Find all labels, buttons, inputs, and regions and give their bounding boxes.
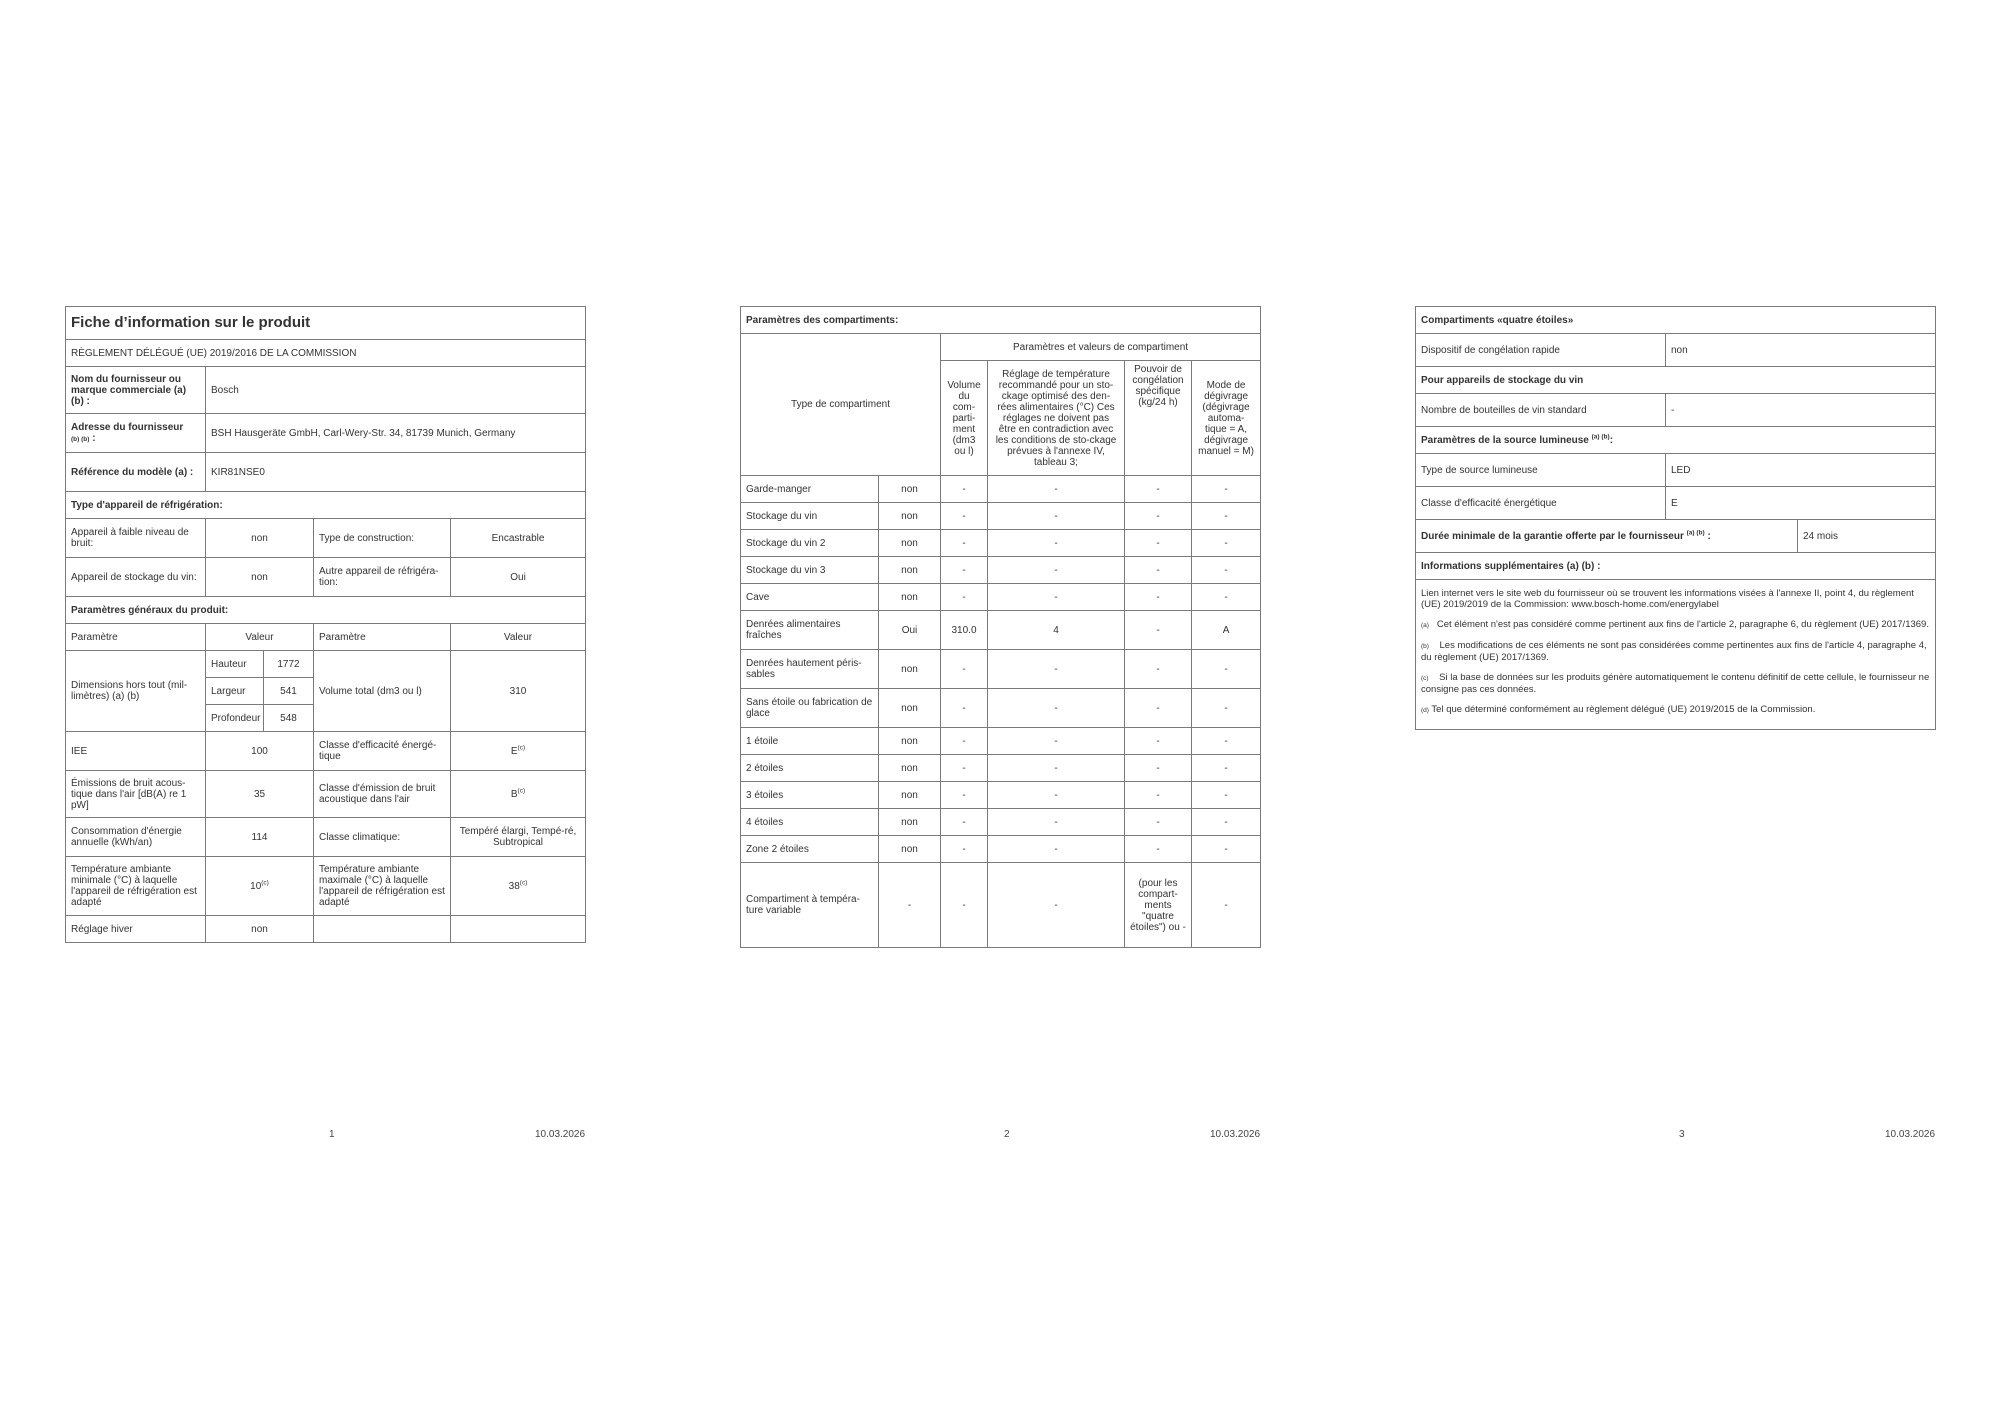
- compartment-name: Stockage du vin: [741, 503, 879, 530]
- note-c-marker: (c): [1421, 675, 1429, 682]
- note-c-text: Si la base de données sur les produits génère automatiquement le contenu définitif de cette cellule, le fournisseur ne consigne pas ces données.: [1421, 672, 1930, 695]
- note-b-text: Les modifications de ces éléments ne sont pas considérées comme pertinentes aux fins de l'article 4, paragraphe 4, du règlement (UE) 2017/1369.: [1421, 640, 1927, 663]
- note-a-text: Cet élément n'est pas considéré comme pertinent aux fins de l'article 2, paragraphe 6, du règlement (UE) 2017/1369.: [1436, 619, 1929, 630]
- compartments-heading: Paramètres des compartiments:: [741, 307, 1261, 334]
- additional-info-table: [1415, 306, 1936, 730]
- consumption-value: 114: [206, 818, 314, 857]
- compartment-present: non: [879, 755, 941, 782]
- compartment-row: [741, 611, 1261, 650]
- min-temp-cell: [206, 857, 314, 916]
- compartment-volume: -: [941, 557, 988, 584]
- compartment-temp: -: [988, 503, 1125, 530]
- model-value: KIR81NSE0: [206, 453, 586, 492]
- winter-label: Réglage hiver: [66, 916, 206, 943]
- page-number: 2: [1004, 1129, 1010, 1140]
- compartment-row: [741, 584, 1261, 611]
- compartment-defrost: -: [1192, 530, 1261, 557]
- max-temp-label: Température ambiante maximale (°C) à laquelle l'appareil de réfrigération est adapté: [314, 857, 451, 916]
- compartment-name: 3 étoiles: [741, 782, 879, 809]
- bottles-label: Nombre de bouteilles de vin standard: [1416, 394, 1666, 427]
- wine-heading: Pour appareils de stockage du vin: [1416, 367, 1936, 394]
- dims-label: Dimensions hors tout (mil-limètres) (a) (b): [66, 651, 206, 732]
- compartment-present: non: [879, 782, 941, 809]
- product-info-table: [65, 306, 586, 943]
- variable-defrost: -: [1192, 863, 1261, 948]
- compartment-volume: -: [941, 809, 988, 836]
- compartment-name: Stockage du vin 2: [741, 530, 879, 557]
- compartment-present: non: [879, 557, 941, 584]
- compartment-row: [741, 650, 1261, 689]
- compartment-defrost: -: [1192, 836, 1261, 863]
- compartment-present: non: [879, 584, 941, 611]
- regulation-title: RÈGLEMENT DÉLÉGUÉ (UE) 2019/2016 DE LA COMMISSION: [66, 340, 586, 367]
- compartment-row: [741, 728, 1261, 755]
- noise-label: Émissions de bruit acous-tique dans l'air [dB(A) re 1 pW]: [66, 771, 206, 818]
- compartment-temp: -: [988, 728, 1125, 755]
- compartment-defrost: A: [1192, 611, 1261, 650]
- compartment-volume: -: [941, 755, 988, 782]
- compartment-volume: -: [941, 584, 988, 611]
- compartment-row: [741, 530, 1261, 557]
- compartment-temp: -: [988, 650, 1125, 689]
- compartment-freeze: -: [1125, 755, 1192, 782]
- col-type: Type de compartiment: [741, 334, 941, 476]
- compartment-defrost: -: [1192, 728, 1261, 755]
- fast-freeze-value: non: [1666, 334, 1936, 367]
- compartment-row: [741, 476, 1261, 503]
- noise-class-label: Classe d'émission de bruit acoustique dans l'air: [314, 771, 451, 818]
- warranty-value: 24 mois: [1798, 520, 1936, 553]
- compartment-temp: -: [988, 809, 1125, 836]
- compartment-freeze: -: [1125, 650, 1192, 689]
- light-suffix: :: [1609, 434, 1614, 446]
- page-number: 3: [1679, 1129, 1685, 1140]
- compartment-present: non: [879, 503, 941, 530]
- address-label: Adresse du fournisseur: [71, 421, 184, 433]
- wine-label: Appareil de stockage du vin:: [66, 558, 206, 597]
- depth-label: Profondeur: [206, 705, 264, 732]
- compartment-row: [741, 755, 1261, 782]
- min-temp-label: Température ambiante minimale (°C) à laquelle l'appareil de réfrigération est adapté: [66, 857, 206, 916]
- compartment-row: [741, 782, 1261, 809]
- model-label: Référence du modèle (a) :: [66, 453, 206, 492]
- four-star-heading: Compartiments «quatre étoiles»: [1416, 307, 1936, 334]
- group-header: Paramètres et valeurs de compartiment: [941, 334, 1261, 361]
- warranty-suffix: :: [1707, 530, 1711, 542]
- compartment-temp: -: [988, 530, 1125, 557]
- construction-label: Type de construction:: [314, 519, 451, 558]
- page-2: [740, 0, 1300, 1414]
- compartment-freeze: -: [1125, 530, 1192, 557]
- compartment-volume: -: [941, 530, 988, 557]
- type-heading: Type d'appareil de réfrigération:: [66, 492, 586, 519]
- width-label: Largeur: [206, 678, 264, 705]
- compartment-name: 1 étoile: [741, 728, 879, 755]
- compartment-volume: -: [941, 782, 988, 809]
- note-b: [1421, 640, 1930, 663]
- warranty-label: Durée minimale de la garantie offerte par le fournisseur: [1421, 530, 1684, 542]
- note-link: Lien internet vers le site web du fournisseur où se trouvent les informations visées à l'annexe II, point 4, du règlement (UE) 2019/2019 de la Commission: www.bosch-home.com/energylabel: [1421, 588, 1914, 610]
- compartment-freeze: -: [1125, 611, 1192, 650]
- light-heading: Paramètres de la source lumineuse: [1421, 434, 1589, 446]
- construction-value: Encastrable: [451, 519, 586, 558]
- fast-freeze-label: Dispositif de congélation rapide: [1416, 334, 1666, 367]
- compartment-volume: -: [941, 728, 988, 755]
- eclass-value: E: [510, 745, 518, 757]
- low-noise-value: non: [206, 519, 314, 558]
- col-param-2: Paramètre: [314, 624, 451, 651]
- compartments-table: [740, 306, 1261, 948]
- eclass-label: Classe d'efficacité énergé-tique: [314, 732, 451, 771]
- compartment-row: [741, 689, 1261, 728]
- compartment-name: Sans étoile ou fabrication de glace: [741, 689, 879, 728]
- compartment-freeze: -: [1125, 689, 1192, 728]
- noise-class-cell: [451, 771, 586, 818]
- compartment-row: [741, 557, 1261, 584]
- address-label-cell: [66, 414, 206, 453]
- compartment-temp: -: [988, 557, 1125, 584]
- page-date: 10.03.2026: [535, 1129, 586, 1140]
- compartment-freeze: -: [1125, 503, 1192, 530]
- volume-label: Volume total (dm3 ou l): [314, 651, 451, 732]
- wine-value: non: [206, 558, 314, 597]
- compartment-name: Stockage du vin 3: [741, 557, 879, 584]
- compartment-name: 4 étoiles: [741, 809, 879, 836]
- address-value: BSH Hausgeräte GmbH, Carl-Wery-Str. 34, 81739 Munich, Germany: [206, 414, 586, 453]
- variable-freeze: (pour les compart-ments "quatre étoiles") ou -: [1125, 863, 1192, 948]
- noise-value: 35: [206, 771, 314, 818]
- iee-value: 100: [206, 732, 314, 771]
- compartment-freeze: -: [1125, 836, 1192, 863]
- note-d: [1421, 704, 1930, 716]
- compartment-present: non: [879, 530, 941, 557]
- compartment-defrost: -: [1192, 809, 1261, 836]
- col-freeze: Pouvoir de congélation spécifique (kg/24 h): [1125, 361, 1192, 476]
- compartment-row: [741, 503, 1261, 530]
- volume-value: 310: [451, 651, 586, 732]
- notes-cell: [1416, 580, 1936, 730]
- note-d-text: Tel que déterminé conformément au règlement délégué (UE) 2019/2015 de la Commission.: [1431, 704, 1816, 715]
- warranty-label-cell: [1416, 520, 1798, 553]
- winter-empty-2: [451, 916, 586, 943]
- compartment-freeze: -: [1125, 782, 1192, 809]
- eclass-cell: [451, 732, 586, 771]
- height-value: 1772: [264, 651, 314, 678]
- compartment-present: non: [879, 836, 941, 863]
- compartment-name: Denrées alimentaires fraîches: [741, 611, 879, 650]
- compartment-defrost: -: [1192, 557, 1261, 584]
- compartment-present: non: [879, 650, 941, 689]
- compartment-temp: -: [988, 689, 1125, 728]
- compartment-present: non: [879, 728, 941, 755]
- consumption-label: Consommation d'énergie annuelle (kWh/an): [66, 818, 206, 857]
- compartment-temp: -: [988, 476, 1125, 503]
- compartment-defrost: -: [1192, 650, 1261, 689]
- compartment-defrost: -: [1192, 503, 1261, 530]
- light-type-value: LED: [1666, 454, 1936, 487]
- supplier-value: Bosch: [206, 367, 586, 414]
- height-label: Hauteur: [206, 651, 264, 678]
- variable-name: Compartiment à tempéra-ture variable: [741, 863, 879, 948]
- compartment-present: Oui: [879, 611, 941, 650]
- light-class-label: Classe d'efficacité énergétique: [1416, 487, 1666, 520]
- compartment-freeze: -: [1125, 476, 1192, 503]
- note-d-marker: (d): [1421, 707, 1429, 714]
- col-param: Paramètre: [66, 624, 206, 651]
- depth-value: 548: [264, 705, 314, 732]
- noise-class-footnote: (c): [517, 787, 526, 795]
- compartment-present: non: [879, 809, 941, 836]
- iee-label: IEE: [66, 732, 206, 771]
- compartment-volume: -: [941, 650, 988, 689]
- light-footnote: (a) (b): [1591, 433, 1610, 441]
- page-date: 10.03.2026: [1210, 1129, 1261, 1140]
- col-volume: Volume du com-parti-ment (dm3 ou l): [941, 361, 988, 476]
- compartment-freeze: -: [1125, 809, 1192, 836]
- supplier-label: Nom du fournisseur ou marque commerciale (a) (b) :: [66, 367, 206, 414]
- climate-value: Tempéré élargi, Tempé-ré, Subtropical: [451, 818, 586, 857]
- compartment-name: 2 étoiles: [741, 755, 879, 782]
- info-heading: Informations supplémentaires (a) (b) :: [1416, 553, 1936, 580]
- other-label: Autre appareil de réfrigéra-tion:: [314, 558, 451, 597]
- document-title: Fiche d’information sur le produit: [66, 307, 586, 340]
- page-number: 1: [329, 1129, 335, 1140]
- compartment-name: Garde-manger: [741, 476, 879, 503]
- max-temp-value: 38: [508, 880, 520, 892]
- min-temp-footnote: (c): [261, 879, 269, 887]
- compartment-volume: -: [941, 836, 988, 863]
- address-suffix: :: [92, 432, 96, 444]
- max-temp-cell: [451, 857, 586, 916]
- page-3: [1415, 0, 1975, 1414]
- col-temp: Réglage de température recommandé pour un sto-ckage optimisé des den-rées alimentaires (°C) Ces réglages ne doivent pas être en contradiction avec les conditions de sto-ckage prévues à l'annexe IV, tableau 3;: [988, 361, 1125, 476]
- compartment-temp: -: [988, 584, 1125, 611]
- light-type-label: Type de source lumineuse: [1416, 454, 1666, 487]
- compartment-freeze: -: [1125, 557, 1192, 584]
- compartment-temp: 4: [988, 611, 1125, 650]
- width-value: 541: [264, 678, 314, 705]
- noise-class-value: B: [510, 788, 518, 800]
- warranty-footnote: (a) (b): [1686, 529, 1705, 537]
- col-value-2: Valeur: [451, 624, 586, 651]
- compartment-temp: -: [988, 836, 1125, 863]
- col-defrost: Mode de dégivrage (dégivrage automa-tique = A, dégivrage manuel = M): [1192, 361, 1261, 476]
- variable-volume: -: [941, 863, 988, 948]
- compartment-freeze: -: [1125, 584, 1192, 611]
- note-b-marker: (b): [1421, 643, 1429, 650]
- compartment-defrost: -: [1192, 476, 1261, 503]
- compartment-temp: -: [988, 755, 1125, 782]
- compartment-name: Cave: [741, 584, 879, 611]
- col-value: Valeur: [206, 624, 314, 651]
- compartment-name: Zone 2 étoiles: [741, 836, 879, 863]
- page-date: 10.03.2026: [1885, 1129, 1936, 1140]
- compartment-defrost: -: [1192, 755, 1261, 782]
- low-noise-label: Appareil à faible niveau de bruit:: [66, 519, 206, 558]
- compartment-freeze: -: [1125, 728, 1192, 755]
- winter-value: non: [206, 916, 314, 943]
- general-heading: Paramètres généraux du produit:: [66, 597, 586, 624]
- compartment-row: [741, 836, 1261, 863]
- light-class-value: E: [1666, 487, 1936, 520]
- compartment-volume: 310.0: [941, 611, 988, 650]
- compartment-volume: -: [941, 476, 988, 503]
- winter-empty-1: [314, 916, 451, 943]
- address-footnote-marker: (b) (b): [71, 435, 90, 443]
- compartment-row: [741, 809, 1261, 836]
- light-heading-cell: [1416, 427, 1936, 454]
- note-c: [1421, 672, 1930, 695]
- compartment-present: non: [879, 476, 941, 503]
- other-value: Oui: [451, 558, 586, 597]
- compartment-defrost: -: [1192, 584, 1261, 611]
- climate-label: Classe climatique:: [314, 818, 451, 857]
- note-a: [1421, 619, 1930, 631]
- compartment-name: Denrées hautement péris-sables: [741, 650, 879, 689]
- max-temp-footnote: (c): [519, 879, 528, 887]
- compartment-temp: -: [988, 782, 1125, 809]
- page-1: [65, 0, 625, 1414]
- compartment-defrost: -: [1192, 782, 1261, 809]
- min-temp-value: 10: [250, 880, 262, 892]
- eclass-footnote: (c): [517, 744, 526, 752]
- compartment-volume: -: [941, 503, 988, 530]
- compartment-defrost: -: [1192, 689, 1261, 728]
- bottles-value: -: [1666, 394, 1936, 427]
- variable-present: -: [879, 863, 941, 948]
- compartment-present: non: [879, 689, 941, 728]
- variable-temp: -: [988, 863, 1125, 948]
- note-a-marker: (a): [1421, 622, 1429, 629]
- compartment-volume: -: [941, 689, 988, 728]
